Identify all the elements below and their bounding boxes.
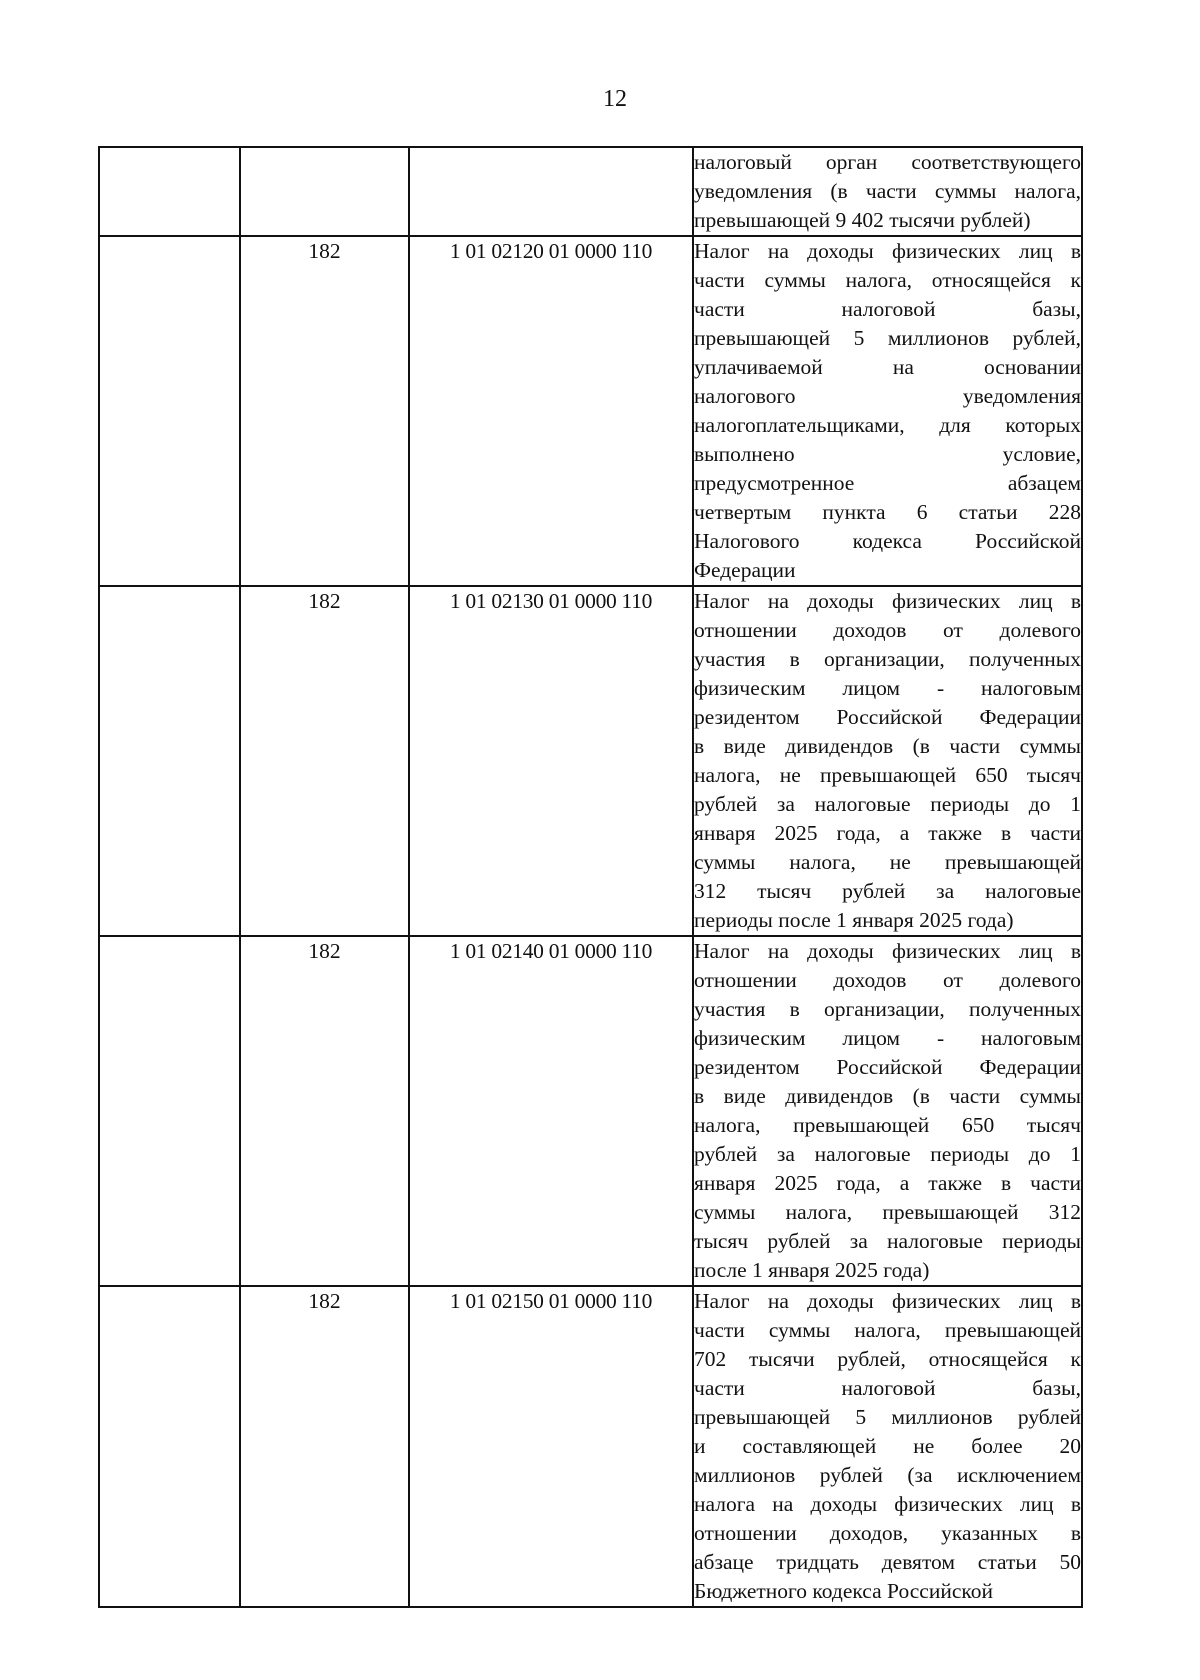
- description-line: части налоговой базы,: [694, 1376, 1081, 1400]
- description-line: превышающей 5 миллионов рублей: [694, 1405, 1081, 1429]
- cell-kbk-code: 1 01 02130 01 0000 110: [409, 586, 693, 936]
- cell-kbk-code: [409, 147, 693, 236]
- description-line: четвертым пункта 6 статьи 228: [694, 500, 1081, 524]
- description-line: физическим лицом - налоговым: [694, 676, 1081, 700]
- revenue-classification-table: [98, 146, 1083, 1608]
- description-line: отношении доходов от долевого: [694, 618, 1081, 642]
- description-line: участия в организации, полученных: [694, 997, 1081, 1021]
- description-line: Налог на доходы физических лиц в: [694, 589, 1081, 613]
- description-line: 702 тысячи рублей, относящейся к: [694, 1347, 1081, 1371]
- table-row: [99, 236, 1082, 586]
- table-row: [99, 586, 1082, 936]
- cell-kbk-code: 1 01 02120 01 0000 110: [409, 236, 693, 586]
- description-line: Налогового кодекса Российской: [694, 529, 1081, 553]
- description-line: резидентом Российской Федерации: [694, 1055, 1081, 1079]
- cell-blank: [99, 936, 240, 1286]
- cell-blank: [99, 1286, 240, 1607]
- description-line: января 2025 года, а также в части: [694, 821, 1081, 845]
- description-line: Налог на доходы физических лиц в: [694, 939, 1081, 963]
- cell-blank: [99, 236, 240, 586]
- description-line: рублей за налоговые периоды до 1: [694, 792, 1081, 816]
- description-line: 312 тысяч рублей за налоговые: [694, 879, 1081, 903]
- description-line: налога, не превышающей 650 тысяч: [694, 763, 1081, 787]
- description-line: превышающей 9 402 тысячи рублей): [694, 208, 1031, 232]
- description-line: в виде дивидендов (в части суммы: [694, 734, 1081, 758]
- description-line: периоды после 1 января 2025 года): [694, 908, 1014, 932]
- description-line: абзаце тридцать девятом статьи 50: [694, 1550, 1081, 1574]
- description-line: резидентом Российской Федерации: [694, 705, 1081, 729]
- table-row: [99, 147, 1082, 236]
- description-line: налоговый орган соответствующего: [694, 150, 1081, 174]
- table-body: [99, 147, 1082, 1607]
- description-line: отношении доходов, указанных в: [694, 1521, 1081, 1545]
- cell-admin-code: 182: [240, 236, 409, 586]
- description-line: налогового уведомления: [694, 384, 1081, 408]
- cell-description: [693, 1286, 1082, 1607]
- table-row: [99, 936, 1082, 1286]
- page-number: 12: [603, 86, 627, 112]
- description-line: миллионов рублей (за исключением: [694, 1463, 1081, 1487]
- description-line: налога на доходы физических лиц в: [694, 1492, 1081, 1516]
- description-line: уведомления (в части суммы налога,: [694, 179, 1081, 203]
- cell-description: [693, 586, 1082, 936]
- description-line: предусмотренное абзацем: [694, 471, 1081, 495]
- description-line: части суммы налога, относящейся к: [694, 268, 1081, 292]
- description-line: суммы налога, не превышающей: [694, 850, 1081, 874]
- description-line: выполнено условие,: [694, 442, 1081, 466]
- description-line: налога, превышающей 650 тысяч: [694, 1113, 1081, 1137]
- description-line: января 2025 года, а также в части: [694, 1171, 1081, 1195]
- cell-blank: [99, 586, 240, 936]
- cell-admin-code: 182: [240, 1286, 409, 1607]
- cell-admin-code: [240, 147, 409, 236]
- description-line: суммы налога, превышающей 312: [694, 1200, 1081, 1224]
- description-line: отношении доходов от долевого: [694, 968, 1081, 992]
- table-row: [99, 1286, 1082, 1607]
- cell-description: [693, 147, 1082, 236]
- description-line: Налог на доходы физических лиц в: [694, 239, 1081, 263]
- description-line: Федерации: [694, 558, 796, 582]
- description-line: физическим лицом - налоговым: [694, 1026, 1081, 1050]
- description-line: в виде дивидендов (в части суммы: [694, 1084, 1081, 1108]
- description-line: участия в организации, полученных: [694, 647, 1081, 671]
- description-line: Налог на доходы физических лиц в: [694, 1289, 1081, 1313]
- cell-kbk-code: 1 01 02150 01 0000 110: [409, 1286, 693, 1607]
- description-line: части суммы налога, превышающей: [694, 1318, 1081, 1342]
- description-line: Бюджетного кодекса Российской: [694, 1579, 993, 1603]
- cell-admin-code: 182: [240, 936, 409, 1286]
- description-line: части налоговой базы,: [694, 297, 1081, 321]
- description-line: тысяч рублей за налоговые периоды: [694, 1229, 1081, 1253]
- description-line: и составляющей не более 20: [694, 1434, 1081, 1458]
- description-line: после 1 января 2025 года): [694, 1258, 930, 1282]
- cell-kbk-code: 1 01 02140 01 0000 110: [409, 936, 693, 1286]
- cell-description: [693, 936, 1082, 1286]
- description-line: уплачиваемой на основании: [694, 355, 1081, 379]
- description-line: налогоплательщиками, для которых: [694, 413, 1081, 437]
- description-line: рублей за налоговые периоды до 1: [694, 1142, 1081, 1166]
- cell-blank: [99, 147, 240, 236]
- cell-admin-code: 182: [240, 586, 409, 936]
- description-line: превышающей 5 миллионов рублей,: [694, 326, 1081, 350]
- cell-description: [693, 236, 1082, 586]
